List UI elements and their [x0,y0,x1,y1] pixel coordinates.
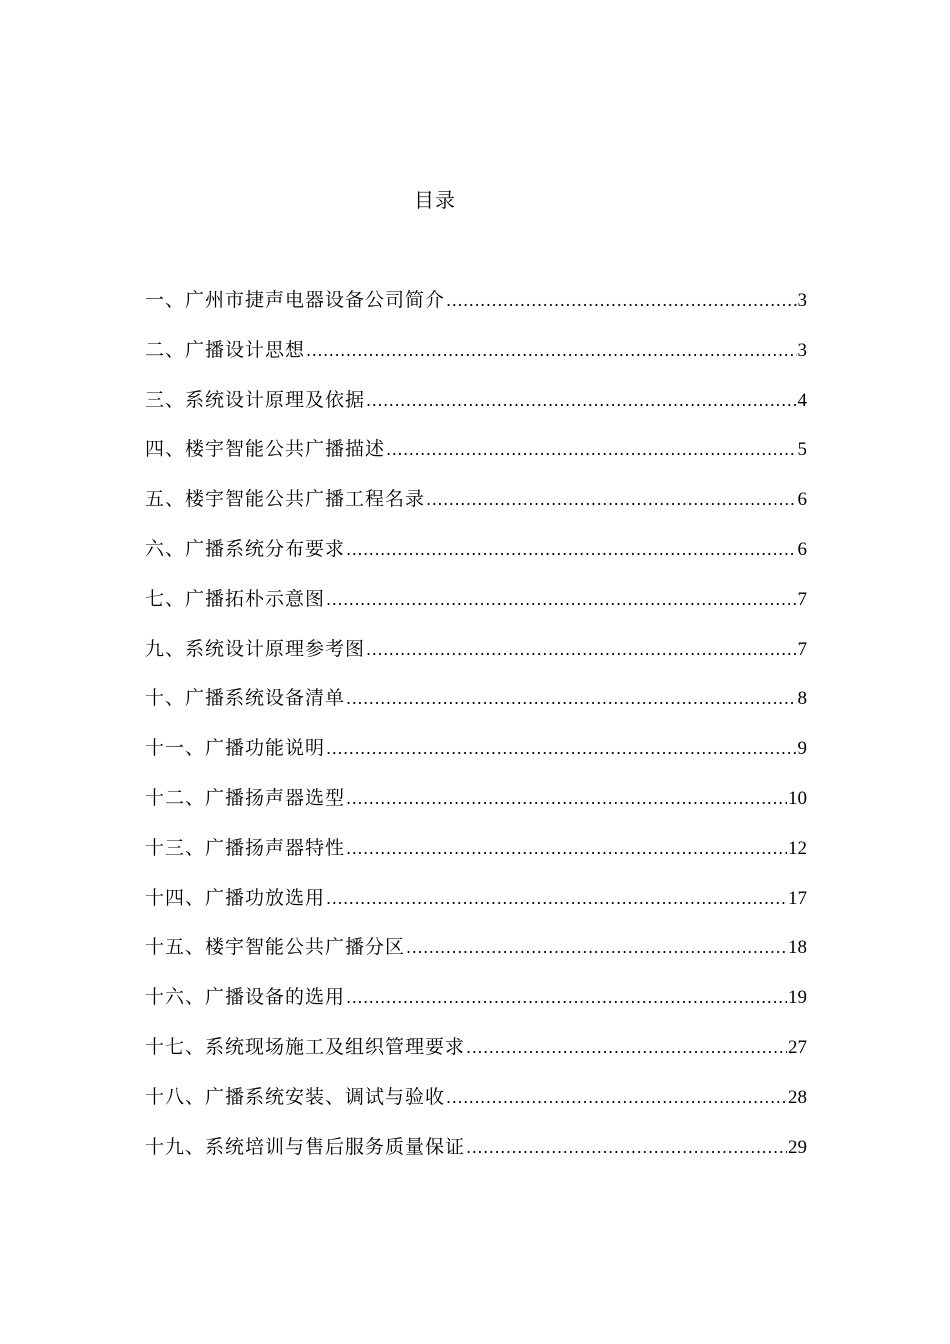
toc-entry-label: 一、广州市捷声电器设备公司简介 [145,289,446,311]
toc-dot-leader [346,984,787,1012]
toc-entry[interactable] [145,983,807,1033]
toc-entry[interactable] [145,635,807,685]
toc-entry-label: 十二、广播扬声器选型 [145,786,346,809]
toc-page-number: 5 [797,439,807,461]
toc-dot-leader [346,835,787,863]
toc-entry-label: 六、广播系统分布要求 [145,537,346,560]
toc-entry-label: 二、广播设计思想 [145,338,306,361]
toc-entry[interactable] [145,933,807,983]
toc-entry[interactable] [145,585,807,635]
toc-entry-label: 十四、广播功放选用 [145,886,326,909]
table-of-contents [145,286,807,1182]
toc-dot-leader [346,536,796,564]
toc-entry[interactable] [145,1083,807,1133]
toc-entry-label: 十九、系统培训与售后服务质量保证 [145,1135,466,1158]
toc-entry[interactable] [145,336,807,386]
toc-page-number: 9 [797,738,807,760]
toc-entry[interactable] [145,834,807,884]
toc-entry-label: 四、楼宇智能公共广播描述 [145,438,386,461]
toc-dot-leader [386,436,796,464]
toc-dot-leader [346,785,787,813]
toc-page-number: 28 [788,1086,807,1108]
toc-page-number: 27 [788,1036,807,1058]
toc-page-number: 19 [788,987,807,1009]
toc-page-number: 6 [797,489,807,511]
toc-page-number: 29 [788,1136,807,1158]
toc-dot-leader [406,934,787,962]
toc-page-number: 17 [788,887,807,909]
toc-dot-leader [366,636,796,664]
toc-entry[interactable] [145,435,807,485]
toc-entry-label: 十六、广播设备的选用 [145,986,346,1009]
toc-entry[interactable] [145,884,807,934]
toc-dot-leader [326,586,796,614]
toc-page-number: 4 [797,389,807,411]
toc-dot-leader [346,685,796,713]
toc-page-number: 18 [788,937,807,959]
toc-entry[interactable] [145,1133,807,1183]
toc-entry[interactable] [145,784,807,834]
toc-dot-leader [326,735,796,763]
toc-title: 目录 [414,188,456,212]
toc-dot-leader [466,1034,787,1062]
toc-dot-leader [426,486,796,514]
toc-page-number: 10 [788,787,807,809]
toc-dot-leader [326,885,787,913]
toc-entry[interactable] [145,286,807,336]
toc-entry-label: 十五、楼宇智能公共广播分区 [145,936,406,959]
toc-entry-label: 九、系统设计原理参考图 [145,637,366,660]
toc-entry[interactable] [145,734,807,784]
toc-entry[interactable] [145,1033,807,1083]
toc-entry[interactable] [145,386,807,436]
toc-dot-leader [446,1084,787,1112]
toc-entry-label: 十七、系统现场施工及组织管理要求 [145,1035,466,1058]
toc-page-number: 6 [797,538,807,560]
toc-dot-leader [306,337,796,365]
toc-page-number: 7 [797,638,807,660]
toc-entry-label: 十三、广播扬声器特性 [145,836,346,859]
toc-entry[interactable] [145,684,807,734]
toc-entry[interactable] [145,535,807,585]
toc-page-number: 8 [797,688,807,710]
toc-entry[interactable] [145,485,807,535]
toc-entry-label: 十一、广播功能说明 [145,737,326,760]
toc-entry-label: 五、楼宇智能公共广播工程名录 [145,488,426,511]
toc-entry-label: 十八、广播系统安装、调试与验收 [145,1085,446,1108]
toc-entry-label: 七、广播拓朴示意图 [145,587,326,610]
toc-entry-label: 十、广播系统设备清单 [145,687,346,710]
toc-entry-label: 三、系统设计原理及依据 [145,388,366,411]
toc-dot-leader [446,287,796,315]
toc-page-number: 7 [797,588,807,610]
toc-dot-leader [366,387,796,415]
toc-dot-leader [466,1134,787,1162]
toc-page-number: 3 [797,339,807,361]
toc-page-number: 3 [797,290,807,311]
toc-page-number: 12 [788,837,807,859]
